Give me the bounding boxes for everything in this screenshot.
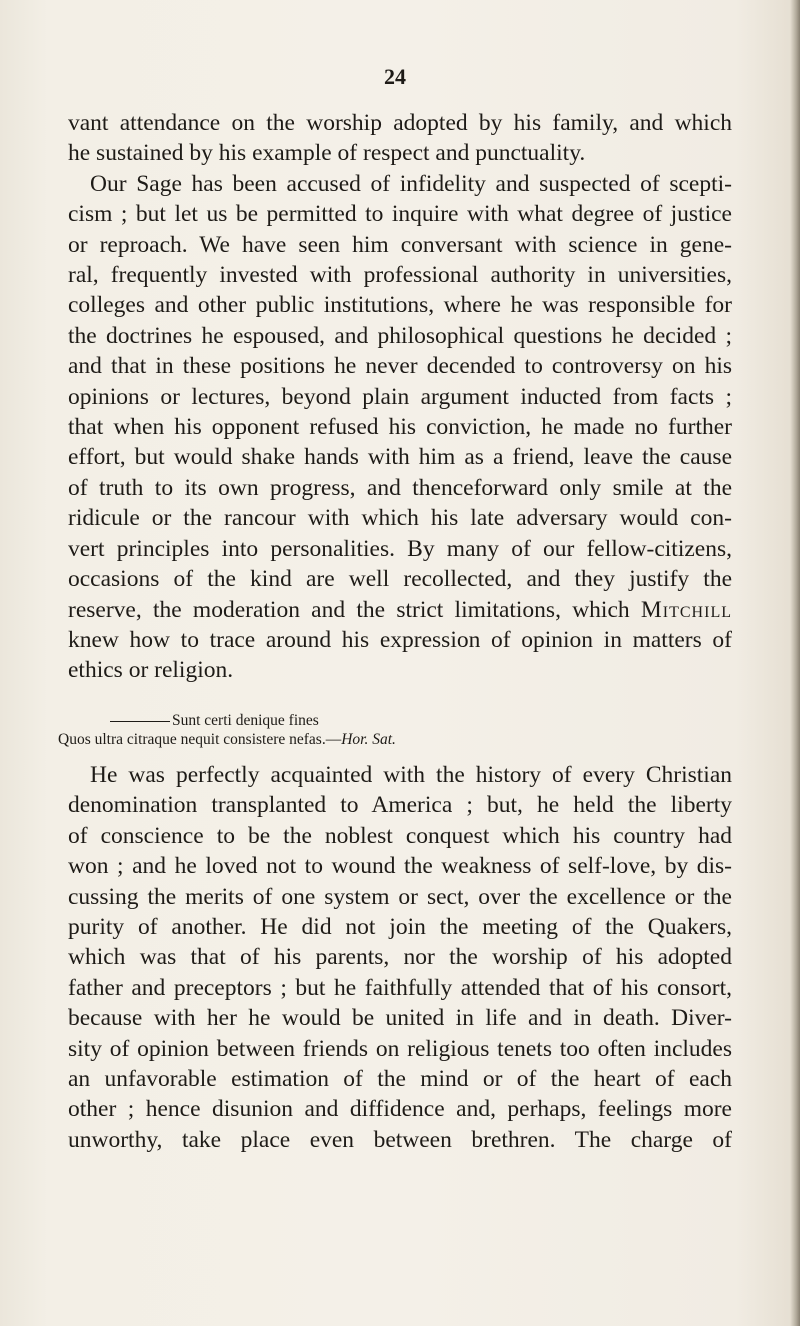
quote-line-2	[58, 730, 670, 749]
text-line: cussing the merits of one system or sect, over the excellence or the	[68, 883, 732, 910]
text-line: of truth to its own progress, and thenceforward only smile at the	[68, 474, 732, 501]
text-line: opinions or lectures, beyond plain argument inducted from facts ;	[68, 383, 732, 410]
quote-text: Sunt certi denique fines	[172, 712, 319, 729]
text-line: the doctrines he espoused, and philosophical questions he decided ;	[68, 322, 732, 349]
text-line: he sustained by his example of respect and punctuality.	[68, 140, 586, 167]
quote-text: Quos ultra citraque nequit consistere nefas.—	[58, 731, 342, 748]
text-line: other ; hence disunion and diffidence and, perhaps, feelings more	[68, 1096, 732, 1123]
page-edge-shadow	[790, 0, 800, 1326]
main-text-continued	[68, 760, 732, 1155]
text-line: occasions of the kind are well recollected, and they justify the	[68, 566, 732, 593]
text-line: ral, frequently invested with professional authority in universities,	[68, 262, 732, 289]
text-line: effort, but would shake hands with him as a friend, leave the cause	[68, 444, 732, 471]
text-line: He was perfectly acquainted with the history of every Christian	[90, 762, 732, 788]
latin-quotation	[58, 711, 670, 749]
text-fragment: reserve, the moderation and the strict limitations, which	[68, 596, 630, 623]
text-line: of conscience to be the noblest conquest which his country had	[68, 822, 732, 849]
text-line: unworthy, take place even between brethren. The charge of	[68, 1126, 732, 1153]
text-line: ethics or religion.	[68, 657, 234, 684]
text-line: an unfavorable estimation of the mind or of the heart of each	[68, 1066, 732, 1093]
text-line: vert principles into personalities. By many of our fellow-citizens,	[68, 535, 732, 562]
text-line: father and preceptors ; but he faithfully attended that of his consort,	[68, 974, 732, 1001]
text-line: that when his opponent refused his conviction, he made no further	[68, 414, 732, 441]
text-line: colleges and other public institutions, where he was responsible for	[68, 292, 732, 319]
text-line: cism ; but let us be permitted to inquire with what degree of justice	[68, 201, 732, 228]
text-line: which was that of his parents, nor the worship of his adopted	[68, 944, 732, 971]
text-line-with-name	[68, 595, 732, 625]
quote-line-1	[110, 711, 670, 730]
text-line: Our Sage has been accused of infidelity and suspected of scepti-	[90, 170, 732, 197]
text-line: and that in these positions he never decended to controversy on his	[68, 353, 732, 380]
text-line: sity of opinion between friends on religious tenets too often includes	[68, 1035, 732, 1062]
text-line: won ; and he loved not to wound the weakness of self-love, by dis-	[68, 853, 732, 880]
text-line: knew how to trace around his expression of opinion in matters of	[68, 626, 732, 653]
page-number: 24	[384, 64, 406, 89]
main-text	[68, 108, 732, 686]
text-line: denomination transplanted to America ; but, he held the liberty	[68, 792, 732, 819]
text-line: vant attendance on the worship adopted by his family, and which	[68, 110, 732, 136]
text-line: or reproach. We have seen him conversant with science in gene-	[68, 231, 732, 258]
em-rule	[110, 721, 170, 722]
person-name: Mitchill	[640, 596, 732, 623]
text-line: purity of another. He did not join the meeting of the Quakers,	[68, 914, 732, 941]
text-line: ridicule or the rancour with which his late adversary would con-	[68, 505, 732, 532]
text-line: because with her he would be united in life and in death. Diver-	[68, 1005, 732, 1032]
quote-citation: Hor. Sat.	[341, 731, 396, 748]
